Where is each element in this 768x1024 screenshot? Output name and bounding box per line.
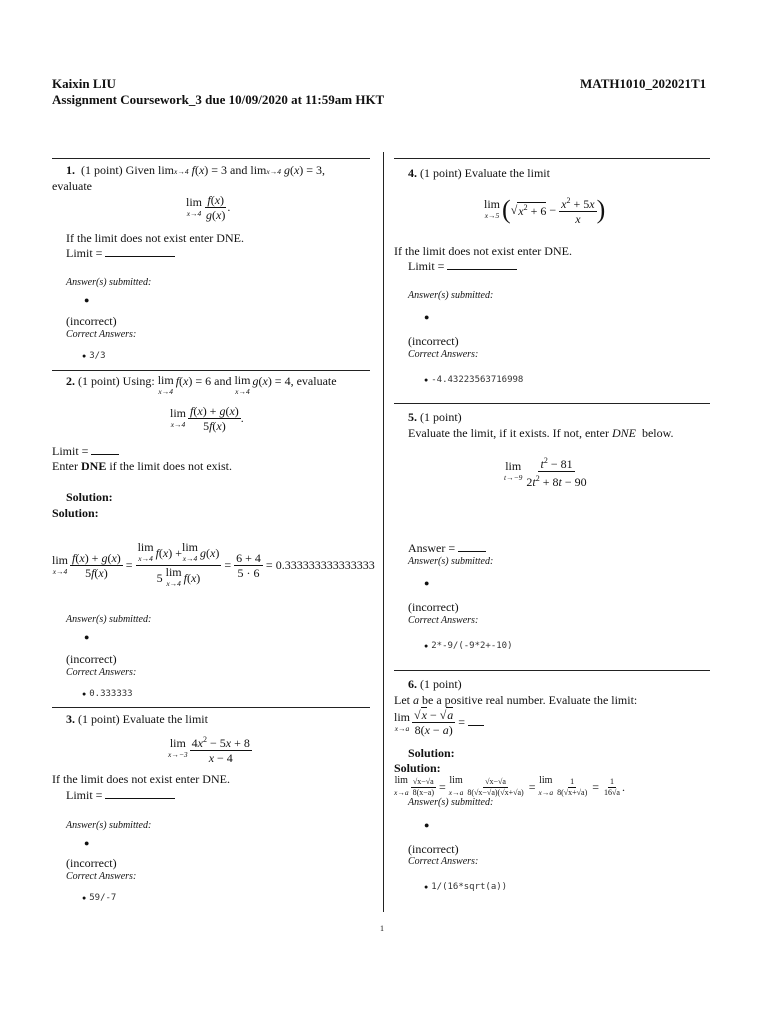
problem-number: 5. [408, 410, 417, 424]
problem-4-expression: lim x→5 ( √ $x^2 + 6$ − $\frac{x^2 + 5x}{x}$ ) [484, 195, 606, 226]
problem-number: 3. [66, 712, 75, 726]
student-name: Kaixin LIU [52, 76, 116, 91]
assignment-title: Assignment Coursework_3 due 10/09/2020 at 11:59am HKT [52, 92, 385, 107]
answer-blank[interactable] [91, 444, 119, 455]
status-incorrect: (incorrect) [66, 856, 117, 870]
answer-blank[interactable] [105, 788, 175, 799]
dne-word: DNE [611, 426, 636, 440]
correct-bullet: ● [82, 690, 87, 698]
correct-bullet: ● [424, 883, 429, 891]
problem-5-expression: lim t→−9 $\frac{t^2 - 81}{2t^2 + 8t - 90}$ [504, 456, 587, 489]
problem-prompt-b: below. [641, 426, 674, 440]
problem-prompt-a: Let [394, 693, 410, 707]
submitted-bullet: ● [424, 820, 430, 830]
correct-answers-label: Correct Answers: [408, 349, 479, 360]
rule-p1 [52, 158, 370, 159]
answers-submitted-label: Answer(s) submitted: [66, 277, 152, 288]
problem-prompt: Evaluate the limit [464, 166, 550, 180]
problem-points: (1 point) [78, 374, 120, 388]
status-incorrect: (incorrect) [66, 314, 117, 328]
correct-answers-label: Correct Answers: [66, 871, 137, 882]
problem-points: (1 point) [81, 163, 123, 177]
correct-answers-label: Correct Answers: [66, 329, 137, 340]
answer-blank[interactable] [105, 246, 175, 257]
answer-blank[interactable] [458, 541, 486, 552]
status-incorrect: (incorrect) [66, 652, 117, 666]
problem-prompt: Evaluate the limit, if it exists. If not, enter [408, 426, 609, 440]
answer-blank[interactable] [447, 259, 517, 270]
dne-note-a: Enter [52, 459, 78, 473]
rule-p2 [52, 370, 370, 371]
correct-answer: 2*-9/(-9*2+-10) [431, 641, 513, 651]
solution-heading: Solution: [408, 746, 455, 760]
problem-variable: a [413, 693, 419, 707]
rule-p6 [394, 670, 710, 671]
correct-answer: 0.333333 [89, 689, 133, 699]
problem-prompt: Evaluate the limit [122, 712, 208, 726]
submitted-bullet: ● [424, 312, 430, 322]
correct-bullet: ● [82, 352, 87, 360]
problem-prompt-b: be a positive real number. Evaluate the limit: [422, 693, 638, 707]
column-divider [383, 152, 384, 912]
status-incorrect: (incorrect) [408, 334, 459, 348]
answers-submitted-label: Answer(s) submitted: [408, 290, 494, 301]
correct-bullet: ● [424, 376, 429, 384]
correct-answers-label: Correct Answers: [408, 615, 479, 626]
correct-answers-label: Correct Answers: [66, 667, 137, 678]
correct-bullet: ● [82, 894, 87, 902]
solution-decimal: = 0.333333333333333 [265, 558, 375, 572]
problem-points: (1 point) [420, 410, 462, 424]
dne-note: If the limit does not exist enter DNE. [52, 772, 230, 786]
submitted-bullet: ● [84, 632, 90, 642]
problem-evaluate: evaluate [52, 179, 92, 193]
correct-answer: 1/(16*sqrt(a)) [431, 882, 508, 892]
problem-6-expression: lim x→a $\frac{√x - √a}{8(x - a)}$ = [394, 708, 484, 737]
correct-answers-label: Correct Answers: [408, 856, 479, 867]
problem-prompt: Given lim [125, 163, 174, 177]
status-incorrect: (incorrect) [408, 600, 459, 614]
page-number: 1 [380, 924, 384, 933]
problem-prompt: Using: [122, 374, 155, 388]
correct-bullet: ● [424, 642, 429, 650]
correct-answer: 59/-7 [89, 893, 117, 903]
solution-equation: lim x→a $\frac{√x-√a}{8(x-a)}$ = lim x→a $\frac{√x-√a}{8(√x-√a)(√x+√a)}$ = lim x→a $\frac{1}{8(√x+√a)}$ = $\frac{1}{16√a}$ . [394, 775, 625, 797]
dne-note: If the limit does not exist enter DNE. [394, 244, 572, 258]
answer-label: Limit = [66, 246, 103, 260]
problem-number: 4. [408, 166, 417, 180]
solution-heading-2: Solution: [394, 761, 441, 775]
problem-number: 2. [66, 374, 75, 388]
answer-label: Limit = [66, 788, 103, 802]
answers-submitted-label: Answer(s) submitted: [408, 556, 494, 567]
course-code: MATH1010_202021T1 [580, 76, 707, 91]
problem-3-expression: lim x→−3 $\frac{4x^2 - 5x + 8}{x - 4}$ [168, 735, 250, 765]
solution-heading-2: Solution: [52, 506, 99, 520]
solution-equation: lim x→4 $\frac{f(x) + g(x)}{5f(x)}$ = lim x→4 f ( x ) + lim x→4 g ( x ) 5 lim x→4 f ( x ) = $\frac{6 + 4}{5 \cdot 6}$ = 0.333333333333333 [52, 540, 375, 588]
dne-word: DNE [81, 459, 107, 473]
submitted-bullet: ● [84, 295, 90, 305]
status-incorrect: (incorrect) [408, 842, 459, 856]
submitted-bullet: ● [424, 578, 430, 588]
answers-submitted-label: Answer(s) submitted: [408, 797, 494, 808]
answer-blank[interactable] [468, 719, 484, 726]
correct-answer: 3/3 [89, 351, 106, 361]
answer-label: Limit = [52, 444, 89, 458]
submitted-bullet: ● [84, 838, 90, 848]
rule-p5 [394, 403, 710, 404]
problem-1-expression: lim x→4 $\frac{f(x)}{g(x)}$ . [186, 193, 231, 222]
problem-points: (1 point) [420, 677, 462, 691]
problem-2-expression: lim x→4 $\frac{f(x) + g(x)}{5f(x)}$ . [170, 404, 244, 433]
rule-p3 [52, 707, 370, 708]
answers-submitted-label: Answer(s) submitted: [66, 614, 152, 625]
dne-note-b: if the limit does not exist. [109, 459, 232, 473]
problem-number: 6. [408, 677, 417, 691]
answer-label: Answer = [408, 541, 456, 555]
answer-label: Limit = [408, 259, 445, 273]
problem-points: (1 point) [420, 166, 462, 180]
answers-submitted-label: Answer(s) submitted: [66, 820, 152, 831]
dne-note: If the limit does not exist enter DNE. [66, 231, 244, 245]
problem-points: (1 point) [78, 712, 120, 726]
correct-answer: -4.43223563716998 [431, 375, 524, 385]
rule-p4 [394, 158, 710, 159]
problem-evaluate: , evaluate [290, 374, 337, 388]
solution-heading: Solution: [66, 490, 113, 504]
problem-number: 1. [66, 163, 75, 177]
